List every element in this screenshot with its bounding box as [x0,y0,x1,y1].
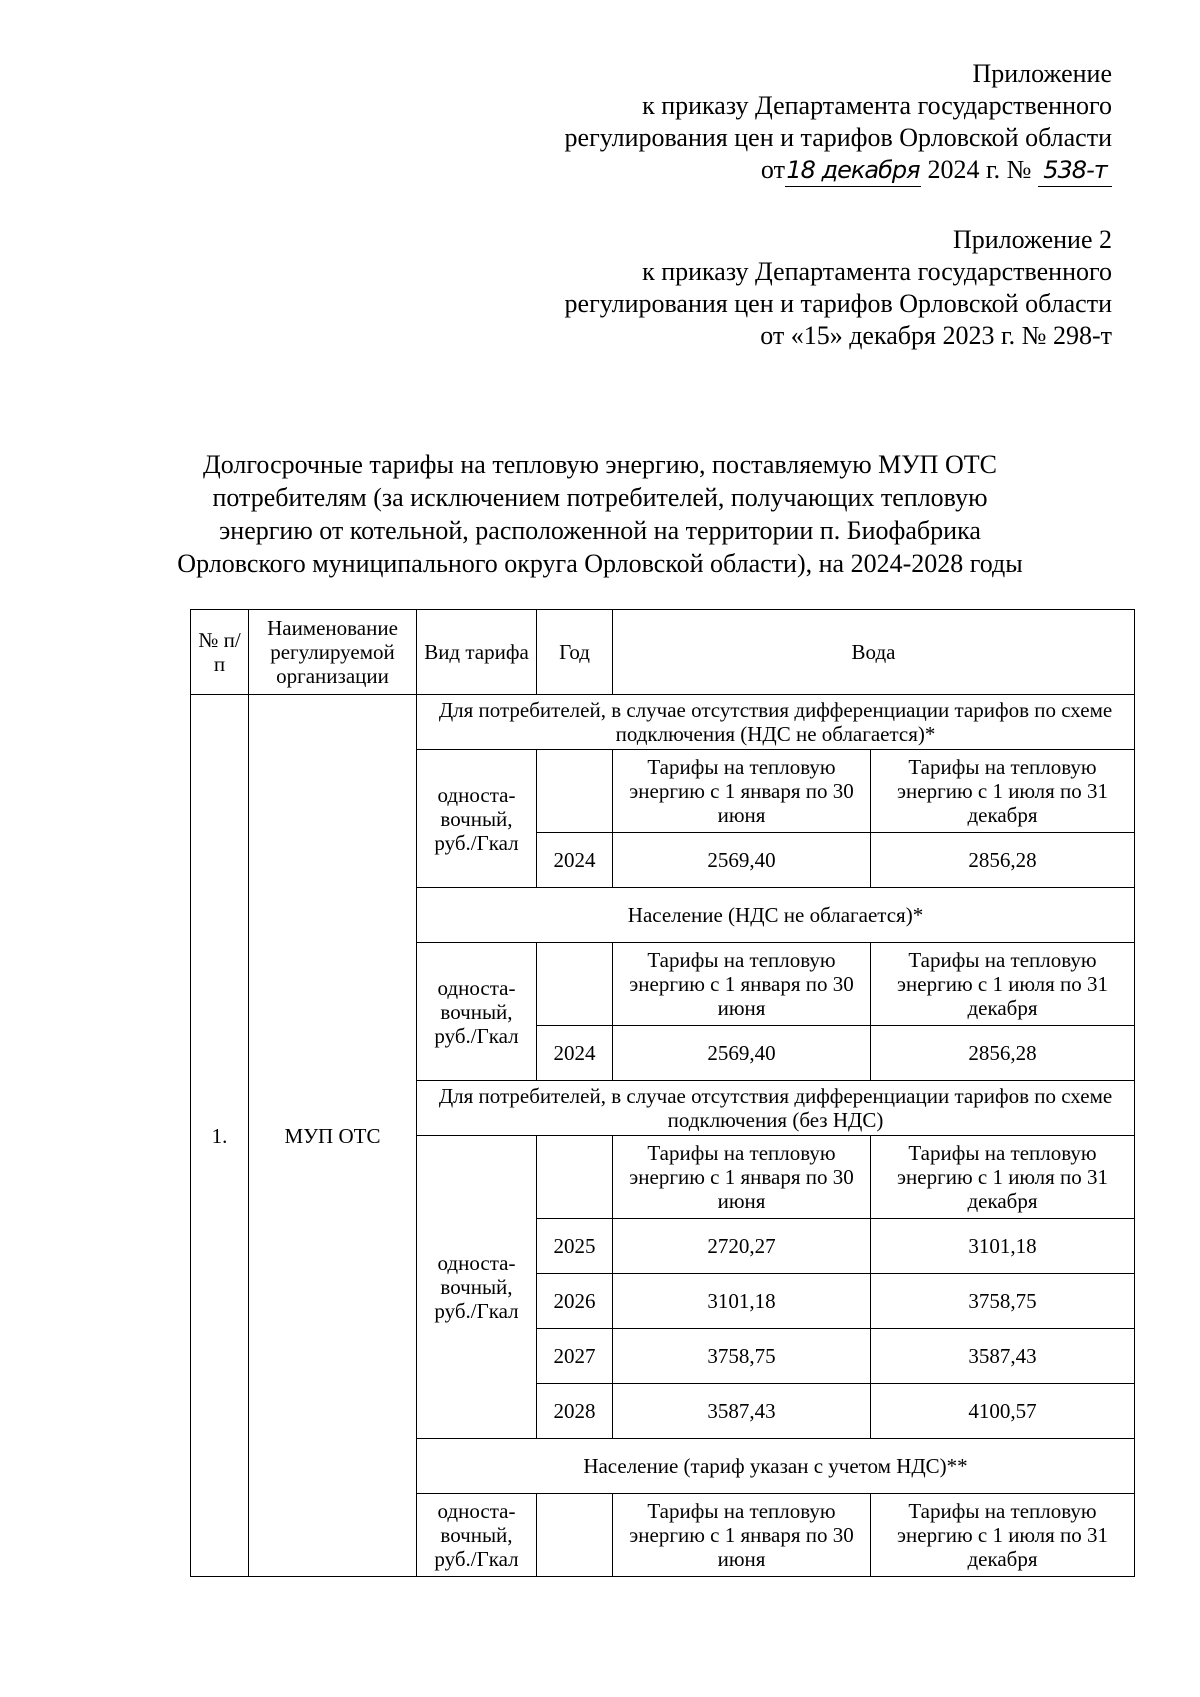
year-cell: 2024 [537,833,613,888]
tariff-type: односта-вочный, руб./Гкал [417,943,537,1081]
tariff-jul-cell: 3587,43 [871,1329,1135,1384]
tariff-jan-cell: 2569,40 [613,1026,871,1081]
tariff-jan-cell: 2720,27 [613,1219,871,1274]
table-header-row [191,610,1135,695]
header-type: Вид тарифа [417,610,537,695]
col-jul-header: Тарифы на тепловую энергию с 1 июля по 31 декабря [871,750,1135,833]
header-org: Наименование регулируемой организации [249,610,417,695]
tariff-jul-cell: 2856,28 [871,833,1135,888]
tariff-jan-cell: 3587,43 [613,1384,871,1439]
title-line2: потребителям (за исключением потребителей, получающих тепловую [212,483,988,512]
appendix-2-line3: регулирования цен и тарифов Орловской области [564,289,1112,318]
col-jul-header: Тарифы на тепловую энергию с 1 июля по 31 декабря [871,1136,1135,1219]
tariff-type: односта-вочный, руб./Гкал [417,1494,537,1577]
header-num: № п/п [191,610,249,695]
col-jan-header: Тарифы на тепловую энергию с 1 января по 30 июня [613,943,871,1026]
tariff-type: односта-вочный, руб./Гкал [417,750,537,888]
section-row [191,695,1135,750]
appendix-2-line2: к приказу Департамента государственного [642,257,1112,286]
appendix-2-line4: от «15» декабря 2023 г. № 298-т [760,321,1112,350]
year-cell: 2024 [537,1026,613,1081]
date-prefix: от [760,155,785,184]
handwritten-date: 18 декабря [785,154,921,187]
organization-name: МУП ОТС [249,695,417,1577]
year-text: 2024 г. № [927,155,1032,184]
col-jan-header: Тарифы на тепловую энергию с 1 января по 30 июня [613,1494,871,1577]
section-title: Население (тариф указан с учетом НДС)** [417,1439,1135,1494]
col-jul-header: Тарифы на тепловую энергию с 1 июля по 31 декабря [871,1494,1135,1577]
appendix-2-line1: Приложение 2 [952,225,1112,254]
year-empty [537,1494,613,1577]
col-jan-header: Тарифы на тепловую энергию с 1 января по 30 июня [613,750,871,833]
header-year: Год [537,610,613,695]
title-line4: Орловского муниципального округа Орловской области), на 2024-2028 годы [177,549,1023,578]
section-title: Для потребителей, в случае отсутствия дифференциации тарифов по схеме подключения (НДС не облагается)* [417,695,1135,750]
tariff-jul-cell: 4100,57 [871,1384,1135,1439]
tariff-table [190,609,1135,1577]
header-water: Вода [613,610,1135,695]
appendix-1-line1: Приложение [972,59,1112,88]
year-empty [537,943,613,1026]
tariff-jul-cell: 3758,75 [871,1274,1135,1329]
title-line3: энергию от котельной, расположенной на территории п. Биофабрика [219,516,981,545]
section-title: Для потребителей, в случае отсутствия дифференциации тарифов по схеме подключения (без НДС) [417,1081,1135,1136]
appendix-1-line2: к приказу Департамента государственного [642,91,1112,120]
col-jul-header: Тарифы на тепловую энергию с 1 июля по 31 декабря [871,943,1135,1026]
year-cell: 2028 [537,1384,613,1439]
tariff-jul-cell: 2856,28 [871,1026,1135,1081]
row-number: 1. [191,695,249,1577]
title-line1: Долгосрочные тарифы на тепловую энергию, поставляемую МУП ОТС [203,450,997,479]
tariff-type: односта-вочный, руб./Гкал [417,1136,537,1439]
year-cell: 2025 [537,1219,613,1274]
tariff-jul-cell: 3101,18 [871,1219,1135,1274]
tariff-jan-cell: 2569,40 [613,833,871,888]
appendix-1-date-line [565,154,1112,187]
year-empty [537,750,613,833]
appendix-header-2 [565,224,1112,352]
document-title [120,448,1080,580]
appendix-1-line3: регулирования цен и тарифов Орловской области [564,123,1112,152]
handwritten-order-number: 538-т [1038,154,1112,187]
year-cell: 2027 [537,1329,613,1384]
appendix-header-1 [565,58,1112,187]
col-jan-header: Тарифы на тепловую энергию с 1 января по 30 июня [613,1136,871,1219]
year-empty [537,1136,613,1219]
tariff-jan-cell: 3758,75 [613,1329,871,1384]
year-cell: 2026 [537,1274,613,1329]
section-title: Население (НДС не облагается)* [417,888,1135,943]
tariff-jan-cell: 3101,18 [613,1274,871,1329]
